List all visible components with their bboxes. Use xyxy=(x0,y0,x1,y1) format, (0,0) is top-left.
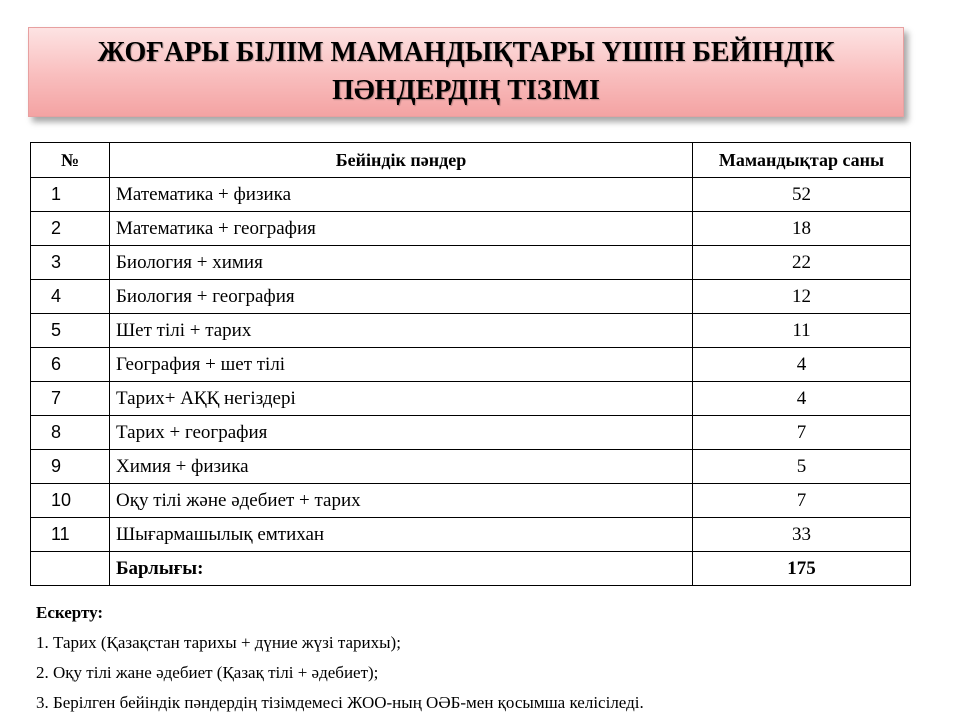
table-row xyxy=(31,450,911,484)
row-subject: Тарих + география xyxy=(110,416,693,450)
header-count: Мамандықтар саны xyxy=(693,143,911,178)
row-number: 4 xyxy=(31,280,110,314)
row-count: 4 xyxy=(693,382,911,416)
table-row xyxy=(31,314,911,348)
row-count: 18 xyxy=(693,212,911,246)
row-subject: Биология + география xyxy=(110,280,693,314)
notes-section xyxy=(36,598,936,718)
row-subject: Тарих+ АҚҚ негіздері xyxy=(110,382,693,416)
table-row xyxy=(31,348,911,382)
total-empty-cell xyxy=(31,552,110,586)
row-number: 1 xyxy=(31,178,110,212)
row-count: 12 xyxy=(693,280,911,314)
note-item: 3. Берілген бейіндік пәндердің тізімдемесі ЖОО-ның ОӘБ-мен қосымша келісіледі. xyxy=(36,693,644,712)
header-subjects: Бейіндік пәндер xyxy=(110,143,693,178)
row-count: 33 xyxy=(693,518,911,552)
row-subject: Химия + физика xyxy=(110,450,693,484)
row-number: 7 xyxy=(31,382,110,416)
subjects-table xyxy=(30,142,911,586)
total-row xyxy=(31,552,911,586)
row-number: 5 xyxy=(31,314,110,348)
table-row xyxy=(31,484,911,518)
row-subject: Шығармашылық емтихан xyxy=(110,518,693,552)
table-header-row xyxy=(31,143,911,178)
table-row xyxy=(31,416,911,450)
row-count: 7 xyxy=(693,484,911,518)
table-row xyxy=(31,246,911,280)
table-row xyxy=(31,212,911,246)
title-banner xyxy=(28,27,904,117)
row-count: 7 xyxy=(693,416,911,450)
total-label: Барлығы: xyxy=(110,552,693,586)
row-number: 6 xyxy=(31,348,110,382)
row-count: 52 xyxy=(693,178,911,212)
row-number: 3 xyxy=(31,246,110,280)
row-subject: Математика + физика xyxy=(110,178,693,212)
table-row xyxy=(31,280,911,314)
row-subject: Математика + география xyxy=(110,212,693,246)
table-body xyxy=(31,178,911,586)
row-number: 2 xyxy=(31,212,110,246)
row-count: 4 xyxy=(693,348,911,382)
row-number: 9 xyxy=(31,450,110,484)
row-count: 22 xyxy=(693,246,911,280)
note-item: 1. Тарих (Қазақстан тарихы + дүние жүзі тарихы); xyxy=(36,633,401,652)
row-count: 5 xyxy=(693,450,911,484)
table-row xyxy=(31,178,911,212)
row-count: 11 xyxy=(693,314,911,348)
table-row xyxy=(31,382,911,416)
row-subject: Биология + химия xyxy=(110,246,693,280)
row-subject: География + шет тілі xyxy=(110,348,693,382)
page-title: ЖОҒАРЫ БІЛІМ МАМАНДЫҚТАРЫ ҮШІН БЕЙІНДІК ПӘНДЕРДІҢ ТІЗІМІ xyxy=(97,37,835,106)
row-number: 11 xyxy=(31,518,110,552)
header-number: № xyxy=(31,143,110,178)
row-subject: Оқу тілі және әдебиет + тарих xyxy=(110,484,693,518)
notes-heading: Ескерту: xyxy=(36,603,104,622)
total-count: 175 xyxy=(693,552,911,586)
note-item: 2. Оқу тілі жане әдебиет (Қазақ тілі + әдебиет); xyxy=(36,663,379,682)
table-row xyxy=(31,518,911,552)
row-number: 8 xyxy=(31,416,110,450)
row-subject: Шет тілі + тарих xyxy=(110,314,693,348)
row-number: 10 xyxy=(31,484,110,518)
